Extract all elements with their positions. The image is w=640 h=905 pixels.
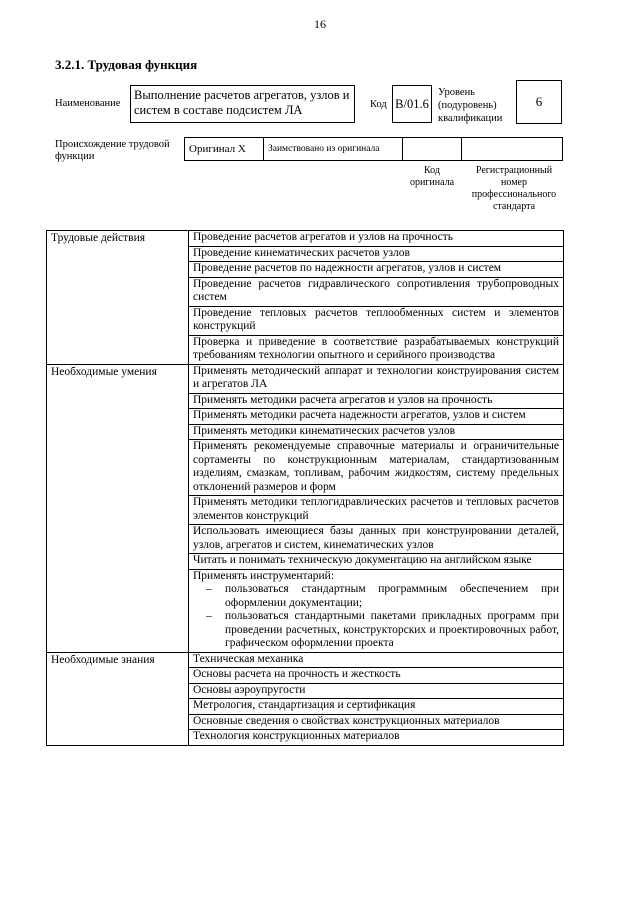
dash-marker: – bbox=[206, 610, 212, 622]
item-cell bbox=[189, 668, 564, 684]
origin-row bbox=[185, 137, 563, 161]
page-number: 16 bbox=[314, 17, 326, 31]
item-cell bbox=[189, 262, 564, 278]
section-title: Необходимые умения bbox=[47, 364, 189, 652]
item-text: Применять методики теплогидравлических расчетов и тепловых расчетов элементов конструкций bbox=[193, 496, 559, 522]
level-value-box bbox=[516, 80, 562, 124]
section-title: Трудовые действия bbox=[47, 231, 189, 365]
item-cell bbox=[189, 409, 564, 425]
item-cell bbox=[189, 393, 564, 409]
item-cell bbox=[189, 683, 564, 699]
item-text: Технология конструкционных материалов bbox=[193, 730, 400, 742]
item-text: Использовать имеющиеся базы данных при конструировании деталей, узлов, агрегатов и систем, кинематических узлов bbox=[193, 525, 559, 551]
item-text: Проведение расчетов агрегатов и узлов на прочность bbox=[193, 231, 453, 243]
name-label: Наименование bbox=[55, 98, 121, 109]
table-row bbox=[47, 652, 564, 668]
item-cell bbox=[189, 569, 564, 652]
item-text: Проведение расчетов гидравлического сопротивления трубопроводных систем bbox=[193, 277, 559, 303]
item-cell bbox=[189, 277, 564, 306]
table-row bbox=[47, 231, 564, 247]
item-cell bbox=[189, 440, 564, 496]
origin-original-cell bbox=[184, 137, 264, 161]
function-details-table bbox=[46, 230, 564, 746]
item-cell bbox=[189, 364, 564, 393]
item-cell bbox=[189, 231, 564, 247]
item-text: Применять рекомендуемые справочные материалы и ограничительные сортаменты по конструкционным материалам, стандартизованным изделиям, смазкам, топливам, рабочим жидкостям, систему предельных отклонений размеров и форм bbox=[193, 440, 559, 493]
item-cell bbox=[189, 335, 564, 364]
code-original-label: Код оригинала bbox=[409, 165, 455, 188]
item-text: Применять методический аппарат и технологии конструирования систем и агрегатов ЛА bbox=[193, 364, 559, 390]
item-text: Проверка и приведение в соответствие разрабатываемых конструкций требованиям технологии опытного и серийного производства bbox=[193, 335, 559, 361]
level-label: Уровень (подуровень) квалификации bbox=[438, 87, 503, 124]
section-heading: 3.2.1. Трудовая функция bbox=[55, 57, 198, 72]
item-cell bbox=[189, 699, 564, 715]
origin-borrowed: Заимствовано из оригинала bbox=[268, 144, 380, 154]
item-cell bbox=[189, 554, 564, 570]
item-text: Применять инструментарий: bbox=[193, 569, 335, 582]
item-cell bbox=[189, 306, 564, 335]
item-text: Применять методики расчета надежности агрегатов, узлов и систем bbox=[193, 409, 526, 421]
origin-code-cell bbox=[402, 137, 462, 161]
dash-marker: – bbox=[206, 583, 212, 595]
origin-label: Происхождение трудовой функции bbox=[55, 139, 170, 162]
item-text: Проведение тепловых расчетов теплообменных систем и элементов конструкций bbox=[193, 306, 559, 332]
level-value: 6 bbox=[535, 94, 543, 109]
table-row bbox=[47, 364, 564, 393]
item-text: Читать и понимать техническую документацию на английском языке bbox=[193, 554, 532, 566]
sub-item bbox=[193, 583, 559, 610]
item-cell bbox=[189, 714, 564, 730]
item-text: Применять методики расчета агрегатов и узлов на прочность bbox=[193, 393, 493, 406]
origin-reg-number-cell bbox=[461, 137, 563, 161]
section-title: Необходимые знания bbox=[47, 652, 189, 745]
sub-item bbox=[193, 610, 559, 651]
origin-original: Оригинал X bbox=[189, 143, 246, 155]
item-cell bbox=[189, 652, 564, 668]
item-text: Применять методики кинематических расчетов узлов bbox=[193, 424, 456, 437]
item-cell bbox=[189, 246, 564, 262]
code-label: Код bbox=[370, 99, 387, 110]
item-text: Техническая механика bbox=[193, 652, 304, 665]
item-text: Основы аэроупругости bbox=[193, 683, 306, 696]
code-value-box bbox=[392, 85, 432, 123]
item-text: Основы расчета на прочность и жесткость bbox=[193, 668, 401, 680]
item-text: Проведение кинематических расчетов узлов bbox=[193, 246, 410, 259]
reg-number-label: Регистрационный номер профессионального стандарта bbox=[471, 165, 557, 212]
item-cell bbox=[189, 424, 564, 440]
origin-borrowed-cell bbox=[263, 137, 403, 161]
item-text: Метрология, стандартизация и сертификация bbox=[193, 699, 416, 711]
sub-item-text: пользоваться стандартными пакетами прикладных программ при проведении расчетных, конструкторских и проектировочных работ, графическом оформлении проекта bbox=[225, 610, 559, 649]
item-cell bbox=[189, 496, 564, 525]
item-text: Основные сведения о свойствах конструкционных материалов bbox=[193, 714, 500, 727]
code-value: B/01.6 bbox=[395, 97, 429, 111]
item-cell bbox=[189, 730, 564, 746]
item-cell bbox=[189, 525, 564, 554]
sub-item-text: пользоваться стандартным программным обеспечением при оформлении документации; bbox=[225, 583, 559, 609]
name-value: Выполнение расчетов агрегатов, узлов и систем в составе подсистем ЛА bbox=[134, 88, 350, 117]
item-text: Проведение расчетов по надежности агрегатов, узлов и систем bbox=[193, 262, 502, 274]
name-value-box bbox=[130, 85, 355, 123]
